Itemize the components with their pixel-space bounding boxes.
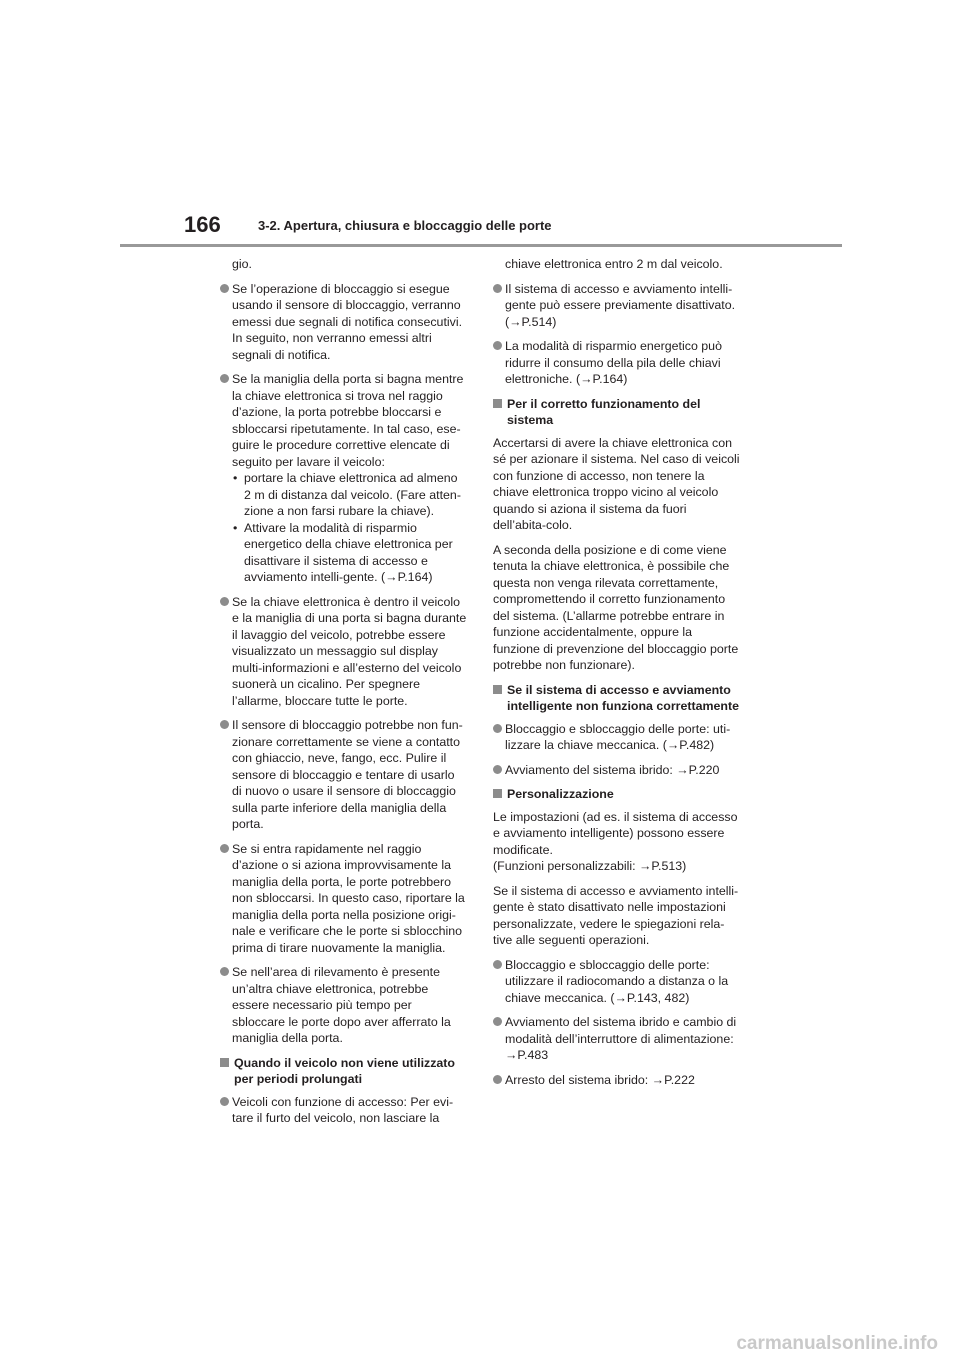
bullet-item: Il sistema di accesso e avviamento intelli-gente può essere previamente disattivato. (→P.514) [493,281,740,331]
bullet-item: Se nell’area di rilevamento è presente un’altra chiave elettronica, potrebbe essere necessario più tempo per sbloccare le porte dopo aver afferrato la maniglia della porta. [220,964,467,1047]
section-heading: Se il sistema di accesso e avviamento intelligente non funziona correttamente [493,682,740,715]
paragraph: (Funzioni personalizzabili: →P.513) [493,859,687,873]
page-number: 166 [184,212,221,237]
sub-bullet-item: • Attivare la modalità di risparmio energetico della chiave elettronica per disattivare il sistema di accesso e avviamento intelli-gente. (→P.164) [232,520,467,586]
bullet-item: Avviamento del sistema ibrido e cambio di modalità dell’interruttore di alimentazione: →P.483 [493,1014,740,1064]
paragraph: Accertarsi di avere la chiave elettronica con sé per azionare il sistema. Nel caso di veicoli con funzione di accesso, non tenere la chiave elettronica troppo vicino al veicolo quando si aziona il sistema da fuori dell’abita-colo. [493,435,740,532]
continued-text: gio. [232,257,252,271]
sub-bullet-item: • portare la chiave elettronica ad almeno 2 m di distanza dal veicolo. (Fare atten-zione a non farsi rubare la chiave). [232,470,467,520]
right-column [493,256,740,1096]
bullet-item: Se l’operazione di bloccaggio si esegue usando il sensore di bloccaggio, verranno emessi due segnali di notifica consecutivi. In seguito, non verranno emessi altri segnali di notifica. [220,281,467,364]
section-heading: Quando il veicolo non viene utilizzato per periodi prolungati [220,1055,467,1088]
bullet-item: Avviamento del sistema ibrido: →P.220 [493,762,740,779]
header-rule [120,244,842,247]
continued-text: chiave elettronica entro 2 m dal veicolo. [505,257,723,271]
section-heading: Personalizzazione [493,786,740,803]
paragraph: Se il sistema di accesso e avviamento intelli-gente è stato disattivato nelle impostazioni personalizzate, vedere le spiegazioni rela-tive alle seguenti operazioni. [493,883,739,947]
bullet-item: Il sensore di bloccaggio potrebbe non fun-zionare correttamente se viene a contatto con ghiaccio, neve, fango, ecc. Pulire il sensore di bloccaggio e tentare di usarlo di nuovo o usare il sensore di bloccaggio sulla parte inferiore della maniglia della porta. [220,717,467,833]
bullet-item: Bloccaggio e sbloccaggio delle porte: uti-lizzare la chiave meccanica. (→P.482) [493,721,740,754]
bullet-item: Veicoli con funzione di accesso: Per evi-tare il furto del veicolo, non lasciare la [220,1094,467,1127]
section-heading: Per il corretto funzionamento del sistema [493,396,740,429]
bullet-item: Bloccaggio e sbloccaggio delle porte: utilizzare il radiocomando a distanza o la chiave meccanica. (→P.143, 482) [493,957,740,1007]
bullet-item: Se la chiave elettronica è dentro il veicolo e la maniglia di una porta si bagna durante il lavaggio del veicolo, potrebbe essere visualizzato un messaggio sul display multi-informazioni e all’esterno del veicolo suonerà un cicalino. Per spegnere l’allarme, bloccare tutte le porte. [220,594,467,710]
bullet-item: Arresto del sistema ibrido: →P.222 [493,1072,740,1089]
bullet-item: Se si entra rapidamente nel raggio d’azione o si aziona improvvisamente la maniglia della porta, le porte potrebbero non sbloccarsi. In questo caso, riportare la maniglia della porta nella posizione origi-nale e verificare che le porte si sblocchino prima di tirare nuovamente la maniglia. [220,841,467,957]
paragraph: A seconda della posizione e di come viene tenuta la chiave elettronica, è possibile che questa non venga rilevata correttamente, compromettendo il corretto funzionamento del sistema. (L’allarme potrebbe entrare in funzione accidentalmente, oppure la funzione di prevenzione del bloccaggio porte potrebbe non funzionare). [493,542,739,672]
paragraph: Le impostazioni (ad es. il sistema di accesso e avviamento intelligente) possono essere modificate. [493,809,738,857]
bullet-item: La modalità di risparmio energetico può ridurre il consumo della pila delle chiavi elettroniche. (→P.164) [493,338,740,388]
bullet-item [220,371,467,586]
left-column [220,256,467,1135]
watermark: carmanualsonline.info [736,1333,938,1354]
section-title: 3-2. Apertura, chiusura e bloccaggio delle porte [258,218,552,233]
bullet-text: Se la maniglia della porta si bagna mentre la chiave elettronica si trova nel raggio d’azione, la porta potrebbe bloccarsi e sbloccarsi ripetutamente. In tal caso, ese-guire le procedure correttive elencate di seguito per lavare il veicolo: [232,372,464,469]
